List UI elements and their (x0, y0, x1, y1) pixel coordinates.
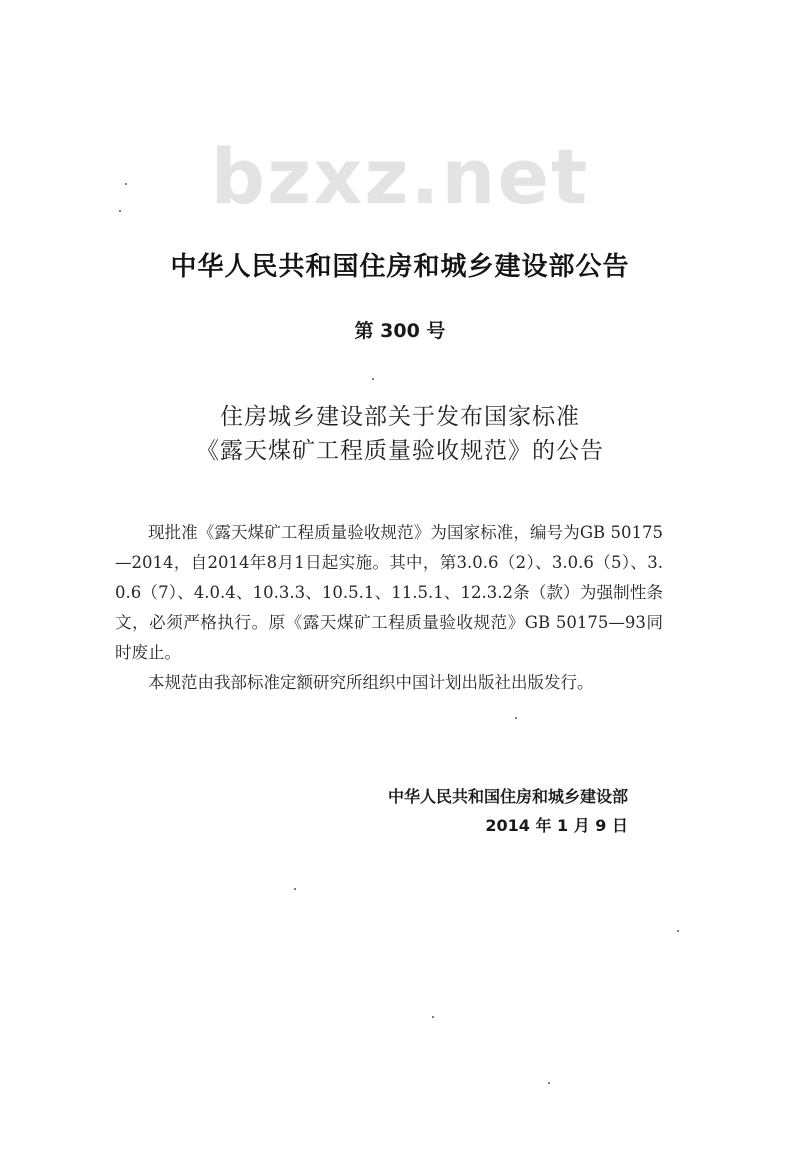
announcement-subtitle-line1: 住房城乡建设部关于发布国家标准 (220, 404, 580, 430)
scan-speck (119, 210, 121, 212)
scan-speck (548, 1082, 550, 1084)
announcement-subtitle-line2: 《露天煤矿工程质量验收规范》的公告 (196, 438, 604, 464)
signature-date: 2014 年 1 月 9 日 (485, 816, 628, 835)
announcement-body (115, 518, 663, 698)
watermark-text: bzxz.net (210, 132, 590, 221)
announcement-number: 第 300 号 (354, 320, 446, 342)
signature-issuer: 中华人民共和国住房和城乡建设部 (387, 787, 628, 806)
scan-speck (125, 183, 127, 185)
signature-block (330, 782, 628, 840)
announcement-title: 中华人民共和国住房和城乡建设部公告 (170, 252, 630, 282)
body-paragraph-2: 本规范由我部标准定额研究所组织中国计划出版社出版发行。 (148, 673, 594, 692)
scan-speck (432, 1016, 434, 1018)
scan-speck (677, 930, 679, 932)
scan-speck (372, 378, 374, 380)
scan-speck (515, 717, 517, 719)
body-paragraph-1: 现批准《露天煤矿工程质量验收规范》为国家标准，编号为GB 50175—2014，自2014年8月1日起实施。其中，第3.0.6（2）、3.0.6（5）、3.0.6（7）、4.0.4、10.3.3、10.5.1、11.5.1、12.3.2条（款）为强制性条文，必须严格执行。原《露天煤矿工程质量验收规范》GB 50175—93同时废止。 (115, 523, 663, 662)
scan-speck (294, 888, 296, 890)
